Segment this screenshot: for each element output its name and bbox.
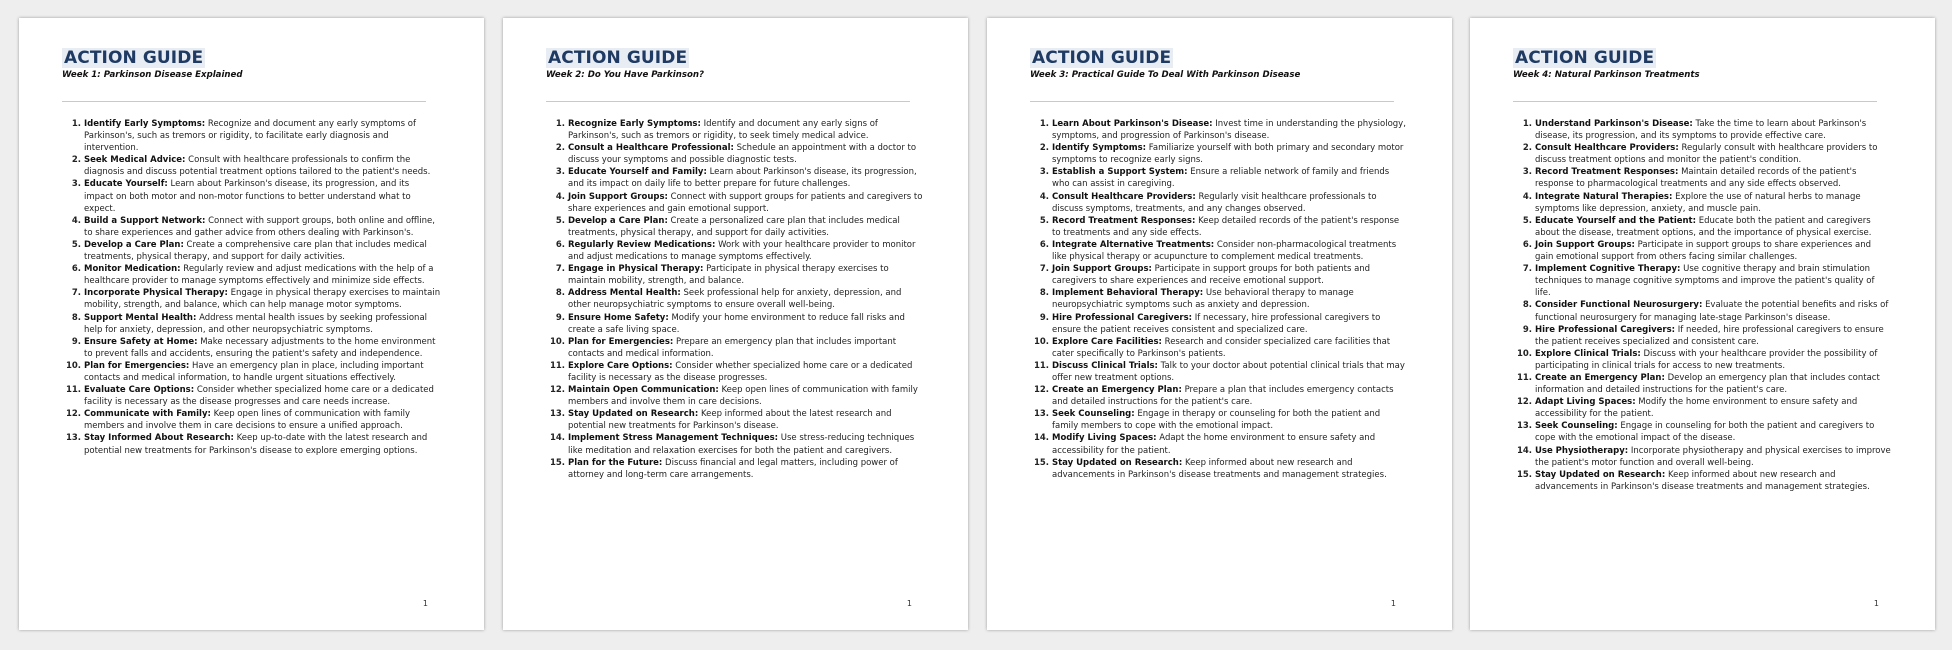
item-term: Create an Emergency Plan:	[1052, 385, 1182, 396]
item-text: Use cognitive therapy and brain stimulation techniques to manage cognitive symptoms and improve the patient's quality of life.	[1535, 264, 1875, 299]
item-term: Develop a Care Plan:	[568, 215, 668, 226]
item-text: Evaluate the potential benefits and risks of functional neurosurgery for managing late-stage Parkinson's disease.	[1535, 300, 1889, 323]
item-text: Modify your home environment to reduce fall risks and create a safe living space.	[568, 312, 905, 335]
action-list	[546, 118, 925, 481]
list-item	[84, 215, 441, 239]
page-number: 1	[1390, 599, 1396, 608]
item-text: Familiarize yourself with both primary and secondary motor symptoms to recognize early signs.	[1052, 143, 1404, 166]
list-item	[1535, 372, 1892, 396]
list-item	[1535, 420, 1892, 444]
item-term: Incorporate Physical Therapy:	[84, 288, 228, 299]
item-term: Implement Stress Management Techniques:	[568, 433, 779, 444]
list-item	[84, 336, 441, 360]
item-term: Use Physiotherapy:	[1535, 445, 1629, 456]
item-text: Connect with support groups, both online and offline, to share experiences and gather advice from others dealing with Parkinson's.	[84, 215, 435, 238]
item-term: Recognize Early Symptoms:	[568, 119, 701, 129]
list-item	[1052, 118, 1409, 142]
item-term: Develop a Care Plan:	[84, 239, 184, 250]
item-text: Identify and document any early signs of Parkinson's, such as tremors or rigidity, to seek timely medical advice.	[568, 119, 878, 142]
item-text: Seek professional help for anxiety, depression, and other neuropsychiatric symptoms to ensure overall well-being.	[568, 288, 902, 311]
item-term: Identify Symptoms:	[1052, 143, 1147, 154]
list-item	[568, 215, 925, 239]
item-term: Integrate Alternative Treatments:	[1052, 239, 1215, 250]
item-text: Talk to your doctor about potential clinical trials that may offer new treatment options.	[1052, 360, 1405, 383]
page-number: 1	[422, 599, 428, 608]
list-item	[1052, 408, 1409, 432]
list-item	[1052, 432, 1409, 456]
item-text: Discuss with your healthcare provider the possibility of participating in clinical trials for access to new treatments.	[1535, 348, 1878, 371]
item-text: Consider whether specialized home care or a dedicated facility is necessary as the disease progresses.	[568, 360, 913, 383]
list-item	[568, 336, 925, 360]
item-term: Establish a Support System:	[1052, 167, 1188, 178]
item-text: Keep open lines of communication with family members and involve them in care decisions to ensure a unified approach.	[84, 409, 410, 432]
list-item	[84, 432, 441, 456]
item-text: Invest time in understanding the physiology, symptoms, and progression of Parkinson's disease.	[1052, 119, 1406, 142]
item-term: Modify Living Spaces:	[1052, 433, 1157, 444]
page-number: 1	[1873, 599, 1879, 608]
list-item	[568, 166, 925, 190]
list-item	[1535, 263, 1892, 299]
item-text: Work with your healthcare provider to monitor and adjust medications to manage symptoms effectively.	[568, 239, 916, 263]
item-term: Support Mental Health:	[84, 312, 197, 323]
list-item	[1052, 239, 1409, 263]
item-text: Regularly consult with healthcare providers to discuss treatment options and monitor the patient's condition.	[1535, 143, 1878, 166]
list-item	[1535, 469, 1892, 493]
header-divider	[1030, 101, 1394, 102]
item-term: Identify Early Symptoms:	[84, 119, 206, 129]
item-text: Create a comprehensive care plan that includes medical treatments, physical therapy, and support for daily activities.	[84, 239, 427, 263]
list-item	[84, 287, 441, 311]
item-text: Participate in support groups for both patients and caregivers to share experiences and receive emotional support.	[1052, 264, 1371, 287]
item-term: Explore Clinical Trials:	[1535, 348, 1641, 359]
item-text: Research and consider specialized care facilities that cater specifically to Parkinson's patients.	[1052, 336, 1391, 359]
item-text: Keep informed about new research and advancements in Parkinson's disease treatments and management strategies.	[1052, 457, 1387, 480]
item-term: Stay Updated on Research:	[1052, 457, 1183, 468]
item-text: Learn about Parkinson's disease, its progression, and its impact on both motor and non-motor functions to better understand what to expect.	[84, 179, 411, 214]
item-term: Learn About Parkinson's Disease:	[1052, 119, 1213, 129]
item-text: Use behavioral therapy to manage neuropsychiatric symptoms such as anxiety and depression.	[1052, 288, 1354, 311]
item-text: Engage in counseling for both the patient and caregivers to cope with the emotional impact of the disease.	[1535, 421, 1875, 444]
item-term: Communicate with Family:	[84, 409, 211, 420]
action-list	[1030, 118, 1409, 481]
item-text: Consult with healthcare professionals to confirm the diagnosis and discuss potential treatment options tailored to the patient's needs.	[84, 155, 431, 178]
page-title: ACTION GUIDE	[548, 48, 688, 68]
list-item	[1052, 166, 1409, 190]
item-term: Discuss Clinical Trials:	[1052, 360, 1158, 371]
list-item	[1535, 142, 1892, 166]
item-term: Evaluate Care Options:	[84, 385, 195, 396]
item-term: Ensure Safety at Home:	[84, 336, 198, 347]
list-item	[1535, 118, 1892, 142]
item-term: Consult a Healthcare Professional:	[568, 143, 734, 154]
list-item	[84, 263, 441, 287]
item-term: Consult Healthcare Providers:	[1052, 191, 1196, 202]
list-item	[1052, 312, 1409, 336]
page-number: 1	[906, 599, 912, 608]
item-text: Consider non-pharmacological treatments like physical therapy or acupuncture to complement medical treatments.	[1052, 239, 1397, 263]
item-term: Monitor Medication:	[84, 264, 181, 275]
item-text: Prepare an emergency plan that includes important contacts and medical information.	[568, 336, 897, 359]
item-term: Plan for Emergencies:	[84, 360, 190, 371]
item-text: Educate both the patient and caregivers about the disease, treatment options, and the importance of physical exercise.	[1535, 215, 1872, 238]
list-item	[84, 312, 441, 336]
list-item	[568, 239, 925, 263]
list-item	[1535, 215, 1892, 239]
item-term: Educate Yourself and Family:	[568, 167, 707, 178]
item-term: Seek Counseling:	[1535, 421, 1618, 432]
item-term: Consult Healthcare Providers:	[1535, 143, 1679, 154]
list-item	[1052, 457, 1409, 481]
list-item	[1535, 348, 1892, 372]
item-text: Recognize and document any early symptoms of Parkinson's, such as tremors or rigidity, to facilitate early diagnosis and intervention.	[84, 119, 416, 154]
list-item	[1535, 324, 1892, 348]
list-item	[1052, 215, 1409, 239]
item-term: Implement Cognitive Therapy:	[1535, 264, 1681, 275]
list-item	[84, 408, 441, 432]
item-term: Explore Care Options:	[568, 360, 673, 371]
item-term: Record Treatment Responses:	[1052, 215, 1196, 226]
list-item	[568, 360, 925, 384]
item-term: Educate Yourself and the Patient:	[1535, 215, 1697, 226]
item-text: Keep open lines of communication with family members and involve them in care decisions.	[568, 385, 918, 408]
item-text: Consider whether specialized home care or a dedicated facility is necessary as the disease progresses and care needs increase.	[84, 385, 434, 408]
document-page-week-2	[503, 18, 968, 630]
item-term: Stay Informed About Research:	[84, 433, 234, 444]
list-item	[1535, 191, 1892, 215]
list-item	[568, 408, 925, 432]
item-term: Plan for the Future:	[568, 457, 663, 468]
item-term: Record Treatment Responses:	[1535, 167, 1679, 178]
item-term: Integrate Natural Therapies:	[1535, 191, 1673, 202]
list-item	[1052, 360, 1409, 384]
item-term: Stay Updated on Research:	[1535, 469, 1666, 480]
list-item	[1535, 166, 1892, 190]
document-page-week-4	[1470, 18, 1935, 630]
list-item	[84, 384, 441, 408]
item-term: Hire Professional Caregivers:	[1535, 324, 1676, 335]
item-term: Engage in Physical Therapy:	[568, 264, 704, 275]
list-item	[84, 178, 441, 214]
item-text: Keep up-to-date with the latest research and potential new treatments for Parkinson's disease to explore emerging options.	[84, 433, 428, 456]
item-text: Address mental health issues by seeking professional help for anxiety, depression, and other neuropsychiatric symptoms.	[84, 312, 428, 335]
item-term: Plan for Emergencies:	[568, 336, 674, 347]
item-text: Regularly visit healthcare professionals to discuss symptoms, treatments, and any changes observed.	[1052, 191, 1377, 214]
item-text: Keep informed about the latest research and potential new treatments for Parkinson's disease.	[568, 409, 892, 432]
document-page-week-3	[987, 18, 1452, 630]
item-text: Take the time to learn about Parkinson's disease, its progression, and its symptoms to provide effective care.	[1535, 119, 1867, 142]
item-term: Educate Yourself:	[84, 179, 168, 190]
item-text: Develop an emergency plan that includes contact information and detailed instructions for the patient's care.	[1535, 372, 1880, 396]
action-list	[1513, 118, 1892, 493]
page-title: ACTION GUIDE	[1032, 48, 1172, 68]
list-item	[1535, 445, 1892, 469]
item-text: Regularly review and adjust medications with the help of a healthcare provider to manage symptoms effectively and minimize side effects.	[84, 264, 434, 287]
list-item	[1052, 287, 1409, 311]
item-text: Prepare a plan that includes emergency contacts and detailed instructions for the patient's care.	[1052, 385, 1394, 408]
item-term: Explore Care Facilities:	[1052, 336, 1162, 347]
item-term: Create an Emergency Plan:	[1535, 372, 1665, 383]
item-text: Incorporate physiotherapy and physical exercises to improve the patient's motor function and overall well-being.	[1535, 445, 1891, 468]
header-divider	[546, 101, 910, 102]
page-subtitle: Week 3: Practical Guide To Deal With Parkinson Disease	[1030, 70, 1301, 80]
item-text: Make necessary adjustments to the home environment to prevent falls and accidents, ensuring the patient's safety and independence.	[84, 336, 436, 359]
list-item	[568, 263, 925, 287]
list-item	[568, 118, 925, 142]
list-item	[568, 457, 925, 481]
item-text: If necessary, hire professional caregivers to ensure the patient receives consistent and specialized care.	[1052, 312, 1381, 335]
item-term: Regularly Review Medications:	[568, 239, 716, 250]
item-term: Build a Support Network:	[84, 215, 206, 226]
item-text: Learn about Parkinson's disease, its progression, and its impact on daily life to better prepare for future challenges.	[568, 167, 917, 190]
item-text: Create a personalized care plan that includes medical treatments, physical therapy, and support for daily activities.	[568, 215, 900, 238]
item-term: Seek Medical Advice:	[84, 155, 186, 166]
page-subtitle: Week 4: Natural Parkinson Treatments	[1513, 70, 1700, 80]
item-text: Discuss financial and legal matters, including power of attorney and long-term care arrangements.	[568, 457, 898, 480]
item-term: Seek Counseling:	[1052, 409, 1135, 420]
item-term: Stay Updated on Research:	[568, 409, 699, 420]
item-text: Participate in physical therapy exercises to maintain mobility, strength, and balance.	[568, 264, 889, 287]
item-term: Ensure Home Safety:	[568, 312, 669, 323]
list-item	[84, 154, 441, 178]
item-text: Participate in support groups to share experiences and gain emotional support from others facing similar challenges.	[1535, 239, 1872, 263]
item-text: Schedule an appointment with a doctor to discuss your symptoms and possible diagnostic tests.	[568, 143, 917, 166]
list-item	[84, 360, 441, 384]
document-page-week-1	[19, 18, 484, 630]
item-text: Engage in physical therapy exercises to maintain mobility, strength, and balance, which can help manage motor symptoms.	[84, 288, 441, 311]
item-term: Hire Professional Caregivers:	[1052, 312, 1193, 323]
item-text: If needed, hire professional caregivers to ensure the patient receives specialized and consistent care.	[1535, 324, 1884, 347]
item-term: Adapt Living Spaces:	[1535, 397, 1636, 408]
item-text: Maintain detailed records of the patient's response to pharmacological treatments and any side effects observed.	[1535, 167, 1857, 190]
list-item	[1535, 396, 1892, 420]
item-text: Explore the use of natural herbs to manage symptoms like depression, anxiety, and muscle pain.	[1535, 191, 1861, 214]
list-item	[568, 312, 925, 336]
item-text: Use stress-reducing techniques like meditation and relaxation exercises for both the patient and caregivers.	[568, 433, 915, 456]
list-item	[1052, 142, 1409, 166]
item-text: Adapt the home environment to ensure safety and accessibility for the patient.	[1052, 433, 1376, 456]
list-item	[568, 142, 925, 166]
item-term: Consider Functional Neurosurgery:	[1535, 300, 1703, 311]
list-item	[1535, 239, 1892, 263]
list-item	[568, 287, 925, 311]
list-item	[1052, 384, 1409, 408]
item-text: Ensure a reliable network of family and friends who can assist in caregiving.	[1052, 167, 1390, 190]
list-item	[84, 239, 441, 263]
list-item	[1535, 299, 1892, 323]
page-title: ACTION GUIDE	[64, 48, 204, 68]
item-text: Have an emergency plan in place, including important contacts and medical information, to handle urgent situations effectively.	[84, 360, 424, 383]
list-item	[84, 118, 441, 154]
page-subtitle: Week 2: Do You Have Parkinson?	[546, 70, 704, 80]
list-item	[1052, 263, 1409, 287]
item-term: Implement Behavioral Therapy:	[1052, 288, 1204, 299]
item-term: Join Support Groups:	[568, 191, 668, 202]
list-item	[1052, 191, 1409, 215]
list-item	[568, 384, 925, 408]
item-term: Join Support Groups:	[1535, 239, 1635, 250]
list-item	[568, 432, 925, 456]
page-subtitle: Week 1: Parkinson Disease Explained	[62, 70, 243, 80]
item-text: Engage in therapy or counseling for both the patient and family members to cope with the emotional impact.	[1052, 409, 1381, 432]
item-text: Keep detailed records of the patient's response to treatments and any side effects.	[1052, 215, 1400, 238]
item-term: Join Support Groups:	[1052, 264, 1152, 275]
item-text: Modify the home environment to ensure safety and accessibility for the patient.	[1535, 397, 1858, 420]
item-text: Connect with support groups for patients and caregivers to share experiences and gain emotional support.	[568, 191, 923, 214]
list-item	[568, 191, 925, 215]
item-term: Understand Parkinson's Disease:	[1535, 119, 1693, 129]
header-divider	[1513, 101, 1877, 102]
action-list	[62, 118, 441, 457]
header-divider	[62, 101, 426, 102]
page-title: ACTION GUIDE	[1515, 48, 1655, 68]
item-text: Keep informed about new research and advancements in Parkinson's disease treatments and management strategies.	[1535, 469, 1870, 492]
list-item	[1052, 336, 1409, 360]
item-term: Maintain Open Communication:	[568, 385, 719, 396]
item-term: Address Mental Health:	[568, 288, 681, 299]
